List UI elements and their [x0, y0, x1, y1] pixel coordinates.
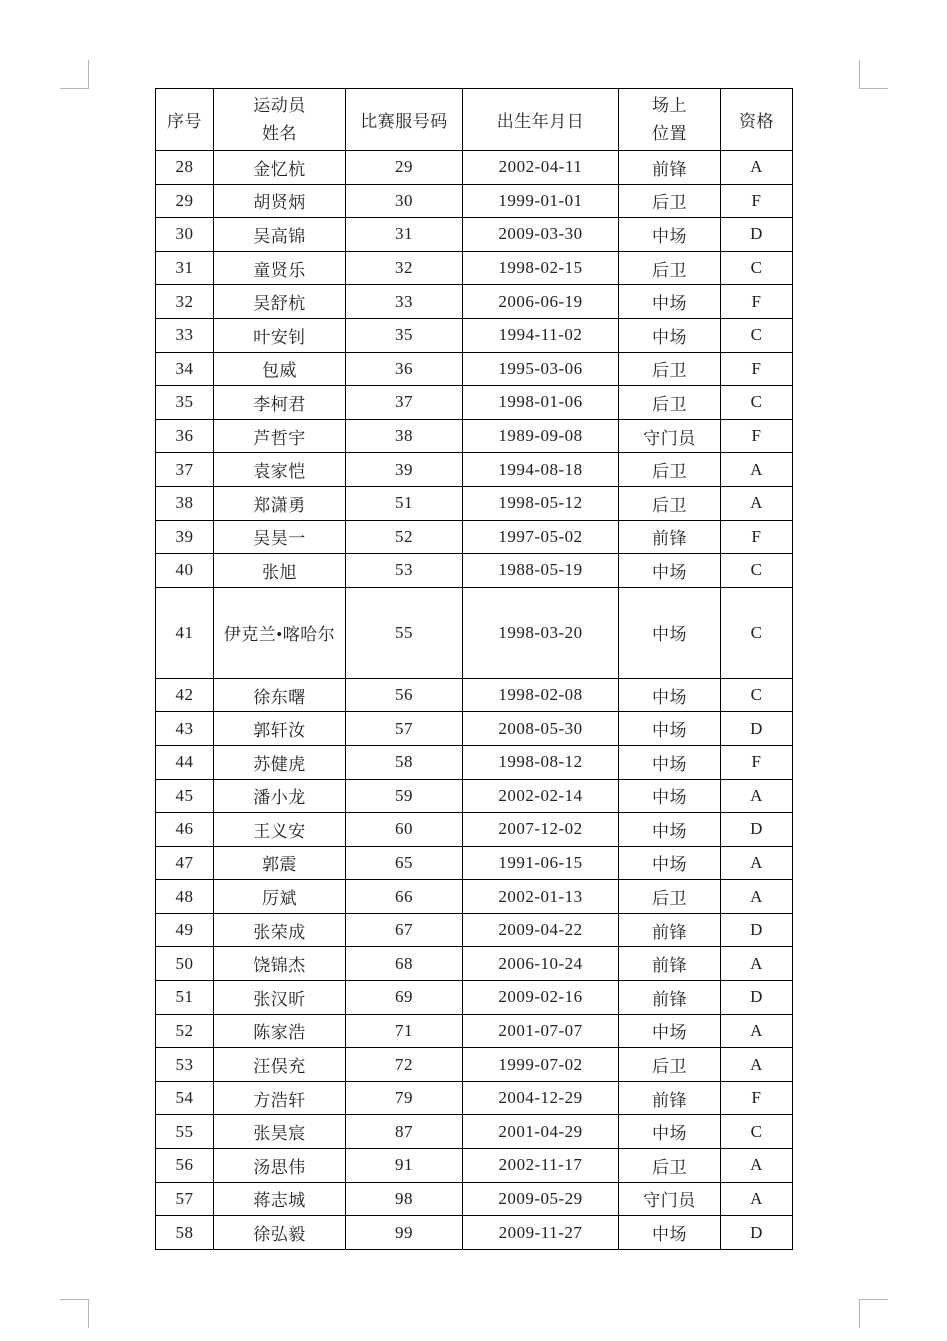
header-date-of-birth: 出生年月日 — [463, 89, 619, 151]
cell-grade: A — [721, 880, 793, 914]
table-row — [156, 913, 793, 947]
cell-athlete-name: 张荣成 — [214, 913, 346, 947]
cell-date-of-birth: 1994-11-02 — [463, 318, 619, 352]
header-field-position-line2: 位置 — [652, 123, 687, 143]
table-row — [156, 1014, 793, 1048]
cell-grade: A — [721, 151, 793, 185]
cell-jersey-number: 67 — [346, 913, 463, 947]
cell-field-position: 后卫 — [619, 1149, 721, 1183]
cell-athlete-name: 芦哲宇 — [214, 419, 346, 453]
cell-field-position: 中场 — [619, 1216, 721, 1250]
cell-date-of-birth: 2009-03-30 — [463, 218, 619, 252]
cell-athlete-name: 吴高锦 — [214, 218, 346, 252]
cell-serial: 35 — [156, 386, 214, 420]
cell-athlete-name: 王义安 — [214, 813, 346, 847]
cell-field-position: 中场 — [619, 779, 721, 813]
cell-grade: F — [721, 352, 793, 386]
table-row — [156, 151, 793, 185]
table-row — [156, 712, 793, 746]
cell-grade: D — [721, 913, 793, 947]
cell-field-position: 中场 — [619, 318, 721, 352]
cell-date-of-birth: 1998-03-20 — [463, 587, 619, 678]
table-row — [156, 1081, 793, 1115]
cell-field-position: 中场 — [619, 846, 721, 880]
header-grade: 资格 — [721, 89, 793, 151]
cell-serial: 41 — [156, 587, 214, 678]
cell-athlete-name: 吴昊一 — [214, 520, 346, 554]
cell-jersey-number: 71 — [346, 1014, 463, 1048]
cell-jersey-number: 99 — [346, 1216, 463, 1250]
cell-date-of-birth: 2002-01-13 — [463, 880, 619, 914]
cell-field-position: 守门员 — [619, 1182, 721, 1216]
cell-field-position: 前锋 — [619, 151, 721, 185]
cell-athlete-name: 张昊宸 — [214, 1115, 346, 1149]
header-field-position-line1: 场上 — [652, 96, 687, 116]
cell-field-position: 守门员 — [619, 419, 721, 453]
cell-jersey-number: 53 — [346, 554, 463, 588]
header-field-position — [619, 89, 721, 151]
table-row — [156, 678, 793, 712]
cell-serial: 55 — [156, 1115, 214, 1149]
table-row — [156, 453, 793, 487]
cell-date-of-birth: 2009-05-29 — [463, 1182, 619, 1216]
cell-grade: F — [721, 745, 793, 779]
table-row — [156, 880, 793, 914]
cell-grade: D — [721, 813, 793, 847]
cell-serial: 30 — [156, 218, 214, 252]
cell-jersey-number: 59 — [346, 779, 463, 813]
header-athlete-name — [214, 89, 346, 151]
cell-athlete-name: 袁家恺 — [214, 453, 346, 487]
table-row — [156, 386, 793, 420]
cell-field-position: 中场 — [619, 678, 721, 712]
cell-athlete-name: 汪俣充 — [214, 1048, 346, 1082]
cell-date-of-birth: 1999-01-01 — [463, 184, 619, 218]
cell-field-position: 中场 — [619, 712, 721, 746]
table-row — [156, 352, 793, 386]
cell-field-position: 前锋 — [619, 913, 721, 947]
cell-date-of-birth: 2006-10-24 — [463, 947, 619, 981]
cell-serial: 56 — [156, 1149, 214, 1183]
cell-athlete-name: 汤思伟 — [214, 1149, 346, 1183]
crop-mark-bottom-left — [60, 1299, 89, 1328]
crop-mark-bottom-right — [859, 1299, 888, 1328]
table-row — [156, 1216, 793, 1250]
cell-grade: D — [721, 218, 793, 252]
cell-field-position: 前锋 — [619, 520, 721, 554]
cell-serial: 51 — [156, 981, 214, 1015]
cell-grade: D — [721, 712, 793, 746]
cell-jersey-number: 39 — [346, 453, 463, 487]
cell-athlete-name: 蒋志城 — [214, 1182, 346, 1216]
cell-date-of-birth: 1998-01-06 — [463, 386, 619, 420]
cell-field-position: 中场 — [619, 813, 721, 847]
table-row — [156, 745, 793, 779]
cell-grade: A — [721, 453, 793, 487]
cell-field-position: 中场 — [619, 1014, 721, 1048]
cell-field-position: 中场 — [619, 1115, 721, 1149]
cell-grade: C — [721, 251, 793, 285]
cell-serial: 28 — [156, 151, 214, 185]
cell-date-of-birth: 2008-05-30 — [463, 712, 619, 746]
cell-date-of-birth: 2002-04-11 — [463, 151, 619, 185]
cell-athlete-name: 张旭 — [214, 554, 346, 588]
cell-grade: A — [721, 1149, 793, 1183]
table-row — [156, 285, 793, 319]
cell-grade: C — [721, 587, 793, 678]
cell-date-of-birth: 1988-05-19 — [463, 554, 619, 588]
cell-athlete-name: 苏健虎 — [214, 745, 346, 779]
cell-serial: 46 — [156, 813, 214, 847]
table-row — [156, 1115, 793, 1149]
cell-serial: 58 — [156, 1216, 214, 1250]
cell-serial: 49 — [156, 913, 214, 947]
cell-field-position: 中场 — [619, 285, 721, 319]
cell-jersey-number: 37 — [346, 386, 463, 420]
cell-grade: A — [721, 846, 793, 880]
cell-grade: A — [721, 1048, 793, 1082]
cell-jersey-number: 68 — [346, 947, 463, 981]
table-row — [156, 947, 793, 981]
crop-mark-top-right — [859, 60, 888, 89]
cell-jersey-number: 35 — [346, 318, 463, 352]
cell-jersey-number: 30 — [346, 184, 463, 218]
cell-athlete-name: 伊克兰•喀哈尔 — [214, 587, 346, 678]
cell-grade: C — [721, 554, 793, 588]
table-row — [156, 1182, 793, 1216]
table-row — [156, 846, 793, 880]
cell-date-of-birth: 2001-04-29 — [463, 1115, 619, 1149]
table-row — [156, 779, 793, 813]
cell-date-of-birth: 1989-09-08 — [463, 419, 619, 453]
roster-table-body — [156, 151, 793, 1250]
table-row — [156, 1149, 793, 1183]
cell-athlete-name: 包威 — [214, 352, 346, 386]
cell-athlete-name: 方浩轩 — [214, 1081, 346, 1115]
cell-athlete-name: 徐弘毅 — [214, 1216, 346, 1250]
cell-jersey-number: 55 — [346, 587, 463, 678]
cell-date-of-birth: 2004-12-29 — [463, 1081, 619, 1115]
cell-date-of-birth: 1995-03-06 — [463, 352, 619, 386]
cell-grade: A — [721, 1014, 793, 1048]
cell-date-of-birth: 2009-04-22 — [463, 913, 619, 947]
cell-field-position: 后卫 — [619, 184, 721, 218]
cell-field-position: 后卫 — [619, 1048, 721, 1082]
cell-serial: 29 — [156, 184, 214, 218]
cell-serial: 57 — [156, 1182, 214, 1216]
cell-athlete-name: 厉斌 — [214, 880, 346, 914]
table-row — [156, 184, 793, 218]
cell-field-position: 后卫 — [619, 386, 721, 420]
cell-date-of-birth: 1998-08-12 — [463, 745, 619, 779]
cell-athlete-name: 郭轩汝 — [214, 712, 346, 746]
cell-athlete-name: 李柯君 — [214, 386, 346, 420]
table-row — [156, 813, 793, 847]
cell-athlete-name: 饶锦杰 — [214, 947, 346, 981]
cell-date-of-birth: 1998-02-15 — [463, 251, 619, 285]
cell-field-position: 中场 — [619, 554, 721, 588]
cell-field-position: 前锋 — [619, 947, 721, 981]
cell-grade: F — [721, 184, 793, 218]
cell-field-position: 中场 — [619, 218, 721, 252]
cell-grade: F — [721, 520, 793, 554]
cell-serial: 31 — [156, 251, 214, 285]
cell-date-of-birth: 1998-02-08 — [463, 678, 619, 712]
cell-grade: D — [721, 981, 793, 1015]
cell-grade: F — [721, 1081, 793, 1115]
cell-serial: 48 — [156, 880, 214, 914]
cell-athlete-name: 胡贤炳 — [214, 184, 346, 218]
table-row — [156, 419, 793, 453]
table-row — [156, 218, 793, 252]
cell-jersey-number: 51 — [346, 486, 463, 520]
header-serial: 序号 — [156, 89, 214, 151]
cell-athlete-name: 郑潇勇 — [214, 486, 346, 520]
table-row — [156, 1048, 793, 1082]
cell-jersey-number: 69 — [346, 981, 463, 1015]
cell-jersey-number: 31 — [346, 218, 463, 252]
cell-grade: A — [721, 486, 793, 520]
cell-athlete-name: 金忆杭 — [214, 151, 346, 185]
cell-serial: 47 — [156, 846, 214, 880]
cell-date-of-birth: 1998-05-12 — [463, 486, 619, 520]
cell-jersey-number: 58 — [346, 745, 463, 779]
cell-date-of-birth: 2001-07-07 — [463, 1014, 619, 1048]
cell-grade: A — [721, 947, 793, 981]
cell-grade: C — [721, 1115, 793, 1149]
cell-jersey-number: 98 — [346, 1182, 463, 1216]
roster-table-header — [156, 89, 793, 151]
cell-serial: 39 — [156, 520, 214, 554]
cell-grade: F — [721, 285, 793, 319]
cell-serial: 54 — [156, 1081, 214, 1115]
cell-grade: D — [721, 1216, 793, 1250]
cell-athlete-name: 张汉昕 — [214, 981, 346, 1015]
cell-jersey-number: 91 — [346, 1149, 463, 1183]
header-row — [156, 89, 793, 151]
cell-serial: 43 — [156, 712, 214, 746]
cell-athlete-name: 童贤乐 — [214, 251, 346, 285]
cell-jersey-number: 29 — [346, 151, 463, 185]
crop-mark-top-left — [60, 60, 89, 89]
cell-serial: 36 — [156, 419, 214, 453]
cell-grade: A — [721, 779, 793, 813]
cell-serial: 42 — [156, 678, 214, 712]
cell-jersey-number: 79 — [346, 1081, 463, 1115]
cell-date-of-birth: 2006-06-19 — [463, 285, 619, 319]
cell-serial: 52 — [156, 1014, 214, 1048]
cell-date-of-birth: 2007-12-02 — [463, 813, 619, 847]
cell-serial: 32 — [156, 285, 214, 319]
cell-date-of-birth: 2009-02-16 — [463, 981, 619, 1015]
cell-jersey-number: 38 — [346, 419, 463, 453]
cell-grade: A — [721, 1182, 793, 1216]
header-jersey-number: 比赛服号码 — [346, 89, 463, 151]
cell-field-position: 中场 — [619, 745, 721, 779]
header-athlete-name-line1: 运动员 — [253, 96, 306, 116]
cell-serial: 33 — [156, 318, 214, 352]
cell-grade: C — [721, 678, 793, 712]
cell-jersey-number: 56 — [346, 678, 463, 712]
table-row — [156, 486, 793, 520]
cell-field-position: 前锋 — [619, 1081, 721, 1115]
cell-field-position: 后卫 — [619, 486, 721, 520]
cell-date-of-birth: 1999-07-02 — [463, 1048, 619, 1082]
cell-serial: 37 — [156, 453, 214, 487]
cell-athlete-name: 叶安钊 — [214, 318, 346, 352]
cell-field-position: 后卫 — [619, 453, 721, 487]
cell-grade: C — [721, 386, 793, 420]
cell-athlete-name: 郭震 — [214, 846, 346, 880]
table-row — [156, 318, 793, 352]
cell-athlete-name: 潘小龙 — [214, 779, 346, 813]
cell-jersey-number: 65 — [346, 846, 463, 880]
cell-jersey-number: 87 — [346, 1115, 463, 1149]
cell-jersey-number: 60 — [346, 813, 463, 847]
cell-serial: 40 — [156, 554, 214, 588]
cell-jersey-number: 57 — [346, 712, 463, 746]
cell-jersey-number: 66 — [346, 880, 463, 914]
cell-field-position: 后卫 — [619, 880, 721, 914]
cell-jersey-number: 72 — [346, 1048, 463, 1082]
cell-field-position: 后卫 — [619, 251, 721, 285]
cell-serial: 34 — [156, 352, 214, 386]
cell-serial: 38 — [156, 486, 214, 520]
cell-field-position: 中场 — [619, 587, 721, 678]
cell-field-position: 前锋 — [619, 981, 721, 1015]
cell-jersey-number: 36 — [346, 352, 463, 386]
cell-jersey-number: 52 — [346, 520, 463, 554]
cell-serial: 44 — [156, 745, 214, 779]
header-athlete-name-line2: 姓名 — [262, 123, 297, 143]
cell-date-of-birth: 2002-11-17 — [463, 1149, 619, 1183]
cell-serial: 53 — [156, 1048, 214, 1082]
table-row — [156, 554, 793, 588]
cell-field-position: 后卫 — [619, 352, 721, 386]
cell-grade: C — [721, 318, 793, 352]
table-row — [156, 520, 793, 554]
cell-grade: F — [721, 419, 793, 453]
cell-jersey-number: 32 — [346, 251, 463, 285]
cell-date-of-birth: 2002-02-14 — [463, 779, 619, 813]
table-row — [156, 587, 793, 678]
table-row — [156, 251, 793, 285]
cell-serial: 50 — [156, 947, 214, 981]
cell-serial: 45 — [156, 779, 214, 813]
cell-date-of-birth: 1994-08-18 — [463, 453, 619, 487]
cell-date-of-birth: 1991-06-15 — [463, 846, 619, 880]
cell-date-of-birth: 2009-11-27 — [463, 1216, 619, 1250]
cell-athlete-name: 陈家浩 — [214, 1014, 346, 1048]
table-row — [156, 981, 793, 1015]
cell-jersey-number: 33 — [346, 285, 463, 319]
cell-athlete-name: 吴舒杭 — [214, 285, 346, 319]
roster-table — [155, 88, 793, 1250]
cell-date-of-birth: 1997-05-02 — [463, 520, 619, 554]
cell-athlete-name: 徐东曙 — [214, 678, 346, 712]
